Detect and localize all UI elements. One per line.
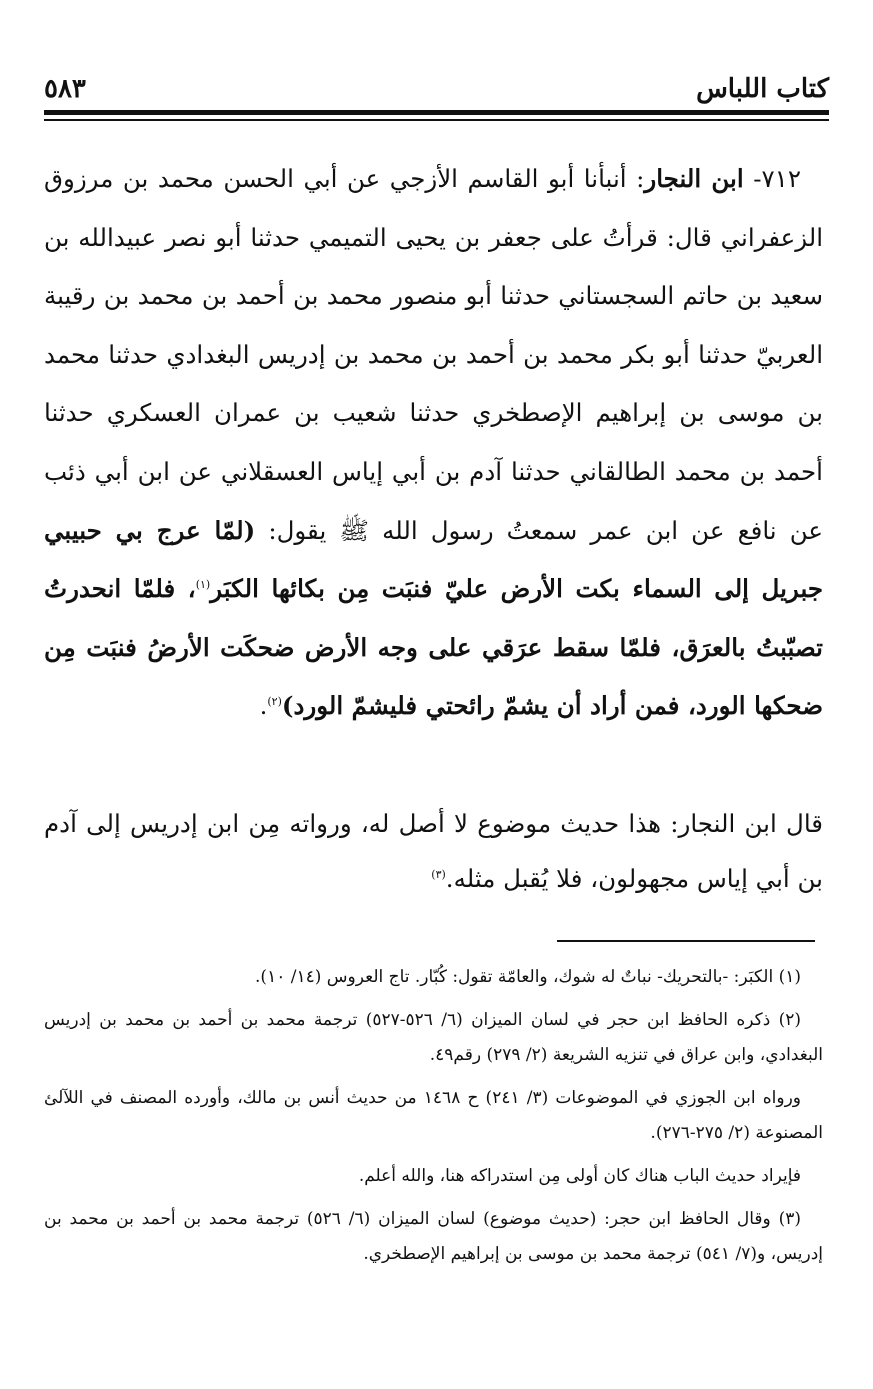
comment-text: قال ابن النجار: هذا حديث موضوع لا أصل له، ورواته مِن ابن إدريس إلى آدم بن أبي إياس مجهولون، فلا يُقبل مثله. (44, 809, 823, 893)
footnote-1: (١) الكبَر: -بالتحريك- نباتٌ له شوك، والعامّة تقول: كُبّار. تاج العروس (١٤/ ١٠). (255, 967, 801, 987)
matn-text-1: (لمّا عرج بي حبيبي جبريل إلى السماء بكت الأرض عليّ فنبَت مِن بكائها الكبَر (44, 515, 823, 604)
isnad-text: : أنبأنا أبو القاسم الأزجي عن أبي الحسن محمد بن مرزوق الزعفراني قال: قرأتُ على جعفر بن يحيى التميمي حدثنا أبو نصر عبيدالله بن سعيد بن حاتم السجستاني حدثنا أبو منصور محمد بن أحمد بن محمد بن رقيبة العربيّ حدثنا أبو بكر محمد بن أحمد بن محمد بن إدريس البغدادي حدثنا محمد بن موسى بن إبراهيم الإصطخري حدثنا شعيب بن عمران العسكري حدثنا أحمد بن محمد الطالقاني حدثنا آدم بن أبي إياس العسقلاني عن ابن أبي ذئب عن نافع عن ابن عمر سمعتُ رسول الله ﷺ يقول: (44, 164, 824, 545)
footnotes (44, 960, 823, 1280)
footnote-3: (٣) وقال الحافظ ابن حجر: (حديث موضوع) لسان الميزان (٦/ ٥٢٦) ترجمة محمد بن أحمد بن محمد بن إدريس، و(٧/ ٥٤١) ترجمة محمد بن موسى بن إبراهيم الإصطخري. (44, 1209, 823, 1264)
footnote-ref-1[interactable]: (١) (195, 578, 211, 591)
footnote-2-cont-b: فإيراد حديث الباب هناك كان أولى مِن استدراكه هنا، والله أعلم. (358, 1166, 801, 1186)
footnote-ref-3[interactable]: (٣) (431, 867, 446, 881)
end-mark: . (259, 691, 268, 721)
hadith-number: ٧١٢- (753, 164, 801, 193)
footnote-separator (557, 940, 815, 942)
footnote-2-cont-a: ورواه ابن الجوزي في الموضوعات (٣/ ٢٤١) ح ١٤٦٨ من حديث أنس بن مالك، وأورده المصنف في اللآلئ المصنوعة (٢/ ٢٧٥-٢٧٦). (44, 1088, 823, 1143)
matn-text-2: ، فلمّا انحدرتُ تصبّبتُ بالعرَق، فلمّا سقط عرَقي على وجه الأرض ضحكَت الأرضُ فنبَت مِن ضحكها الورد، فمن أراد أن يشمّ رائحتي فليشمّ الورد) (44, 574, 823, 721)
narrator-name: ابن النجار (644, 164, 744, 193)
page-number: ٥٨٣ (44, 74, 86, 104)
header-rule-thick (44, 110, 829, 115)
comment-paragraph (44, 796, 823, 906)
page-header (44, 58, 829, 104)
hadith-paragraph (44, 150, 823, 736)
footnote-2: (٢) ذكره الحافظ ابن حجر في لسان الميزان (٦/ ٥٢٦-٥٢٧) ترجمة محمد بن أحمد بن محمد بن إدريس البغدادي، وابن عراق في تنزيه الشريعة (٢/ ٢٧٩) رقم٤٩. (44, 1010, 823, 1065)
running-title: كتاب اللباس (696, 74, 829, 104)
header-rule-thin (44, 119, 829, 121)
footnote-ref-2[interactable]: (٢) (267, 695, 282, 709)
